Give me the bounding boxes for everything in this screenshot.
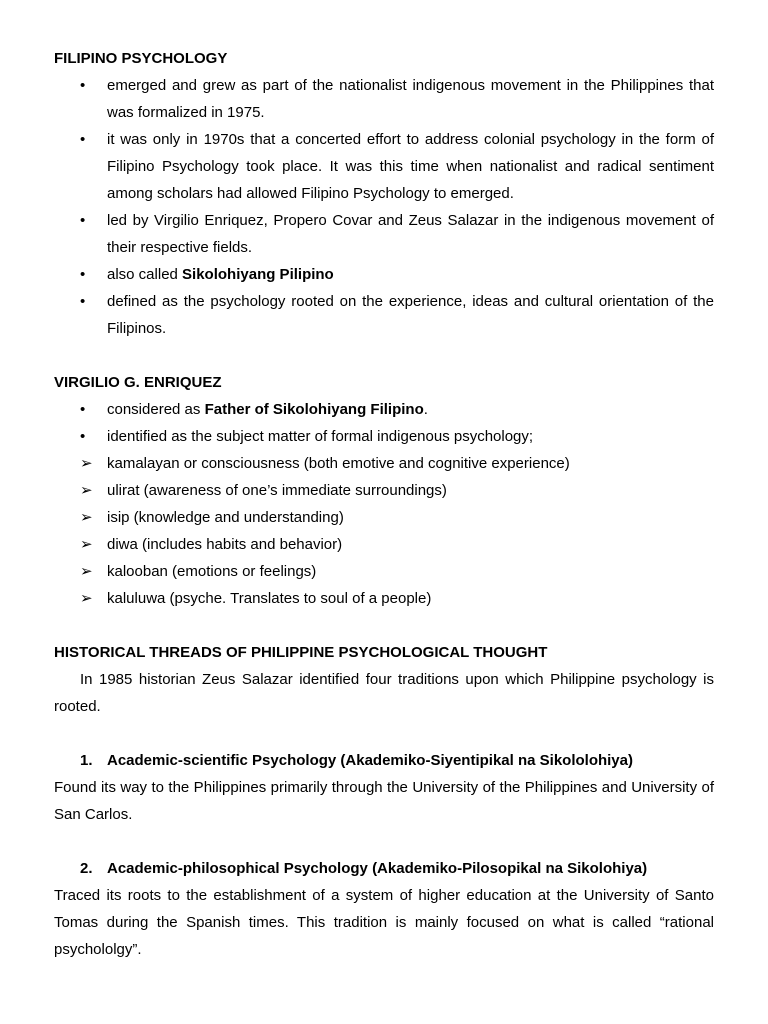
arrow-list-item: ➢ ulirat (awareness of one’s immediate surroundings) bbox=[54, 477, 714, 504]
list-item: • it was only in 1970s that a concerted effort to address colonial psychology in the form of Filipino Psychology took place. It was this time when nationalist and radical sentiment among scholars had allowed Filipino Psychology to emerged. bbox=[54, 126, 714, 207]
bullet-marker: • bbox=[80, 293, 86, 310]
document-content bbox=[54, 45, 714, 963]
arrow-marker: ➢ bbox=[80, 563, 93, 580]
item-number: 1. bbox=[80, 752, 93, 769]
arrow-list-item: ➢ isip (knowledge and understanding) bbox=[54, 504, 714, 531]
arrow-list-item: ➢ diwa (includes habits and behavior) bbox=[54, 531, 714, 558]
spacer bbox=[54, 612, 714, 639]
bold-term: Sikolohiyang Pilipino bbox=[182, 266, 334, 283]
list-item: • identified as the subject matter of formal indigenous psychology; bbox=[54, 423, 714, 450]
bullet-marker: • bbox=[80, 131, 86, 148]
section-heading-filipino-psychology: FILIPINO PSYCHOLOGY bbox=[54, 50, 228, 67]
section-heading-virgilio-enriquez: VIRGILIO G. ENRIQUEZ bbox=[54, 374, 222, 391]
arrow-marker: ➢ bbox=[80, 455, 93, 472]
spacer bbox=[54, 342, 714, 369]
list-item: • led by Virgilio Enriquez, Propero Covar and Zeus Salazar in the indigenous movement of their respective fields. bbox=[54, 207, 714, 261]
arrow-list-item: ➢ kaluluwa (psyche. Translates to soul of a people) bbox=[54, 585, 714, 612]
intro-paragraph: In 1985 historian Zeus Salazar identified four traditions upon which Philippine psychology is rooted. bbox=[54, 671, 714, 715]
spacer bbox=[54, 720, 714, 747]
paragraph-academic-scientific: Found its way to the Philippines primarily through the University of the Philippines and University of San Carlos. bbox=[54, 779, 714, 823]
section-heading-historical-threads: HISTORICAL THREADS OF PHILIPPINE PSYCHOLOGICAL THOUGHT bbox=[54, 644, 548, 661]
numbered-heading-academic-scientific: 1. Academic-scientific Psychology (Akademiko-Siyentipikal na Sikololohiya) bbox=[54, 747, 714, 774]
spacer bbox=[54, 828, 714, 855]
list-item: • defined as the psychology rooted on the experience, ideas and cultural orientation of the Filipinos. bbox=[54, 288, 714, 342]
paragraph-academic-philosophical: Traced its roots to the establishment of a system of higher education at the University of Santo Tomas during the Spanish times. This tradition is mainly focused on what is called “rational psychololgy”. bbox=[54, 887, 714, 958]
list-item: • also called Sikolohiyang Pilipino bbox=[54, 261, 714, 288]
arrow-list-item: ➢ kamalayan or consciousness (both emotive and cognitive experience) bbox=[54, 450, 714, 477]
item-number: 2. bbox=[80, 860, 93, 877]
arrow-marker: ➢ bbox=[80, 536, 93, 553]
list-item: • emerged and grew as part of the nationalist indigenous movement in the Philippines that was formalized in 1975. bbox=[54, 72, 714, 126]
arrow-marker: ➢ bbox=[80, 482, 93, 499]
bold-term: Father of Sikolohiyang Filipino bbox=[204, 401, 424, 418]
bullet-marker: • bbox=[80, 212, 86, 229]
arrow-marker: ➢ bbox=[80, 509, 93, 526]
bullet-marker: • bbox=[80, 266, 86, 283]
arrow-list-item: ➢ kalooban (emotions or feelings) bbox=[54, 558, 714, 585]
list-item: • considered as Father of Sikolohiyang Filipino. bbox=[54, 396, 714, 423]
bullet-marker: • bbox=[80, 428, 86, 445]
bullet-marker: • bbox=[80, 77, 86, 94]
bullet-marker: • bbox=[80, 401, 86, 418]
bullet-list-enriquez bbox=[54, 396, 714, 612]
arrow-marker: ➢ bbox=[80, 590, 93, 607]
bullet-list-filipino-psychology bbox=[54, 72, 714, 342]
numbered-heading-academic-philosophical: 2. Academic-philosophical Psychology (Akademiko-Pilosopikal na Sikolohiya) bbox=[54, 855, 714, 882]
